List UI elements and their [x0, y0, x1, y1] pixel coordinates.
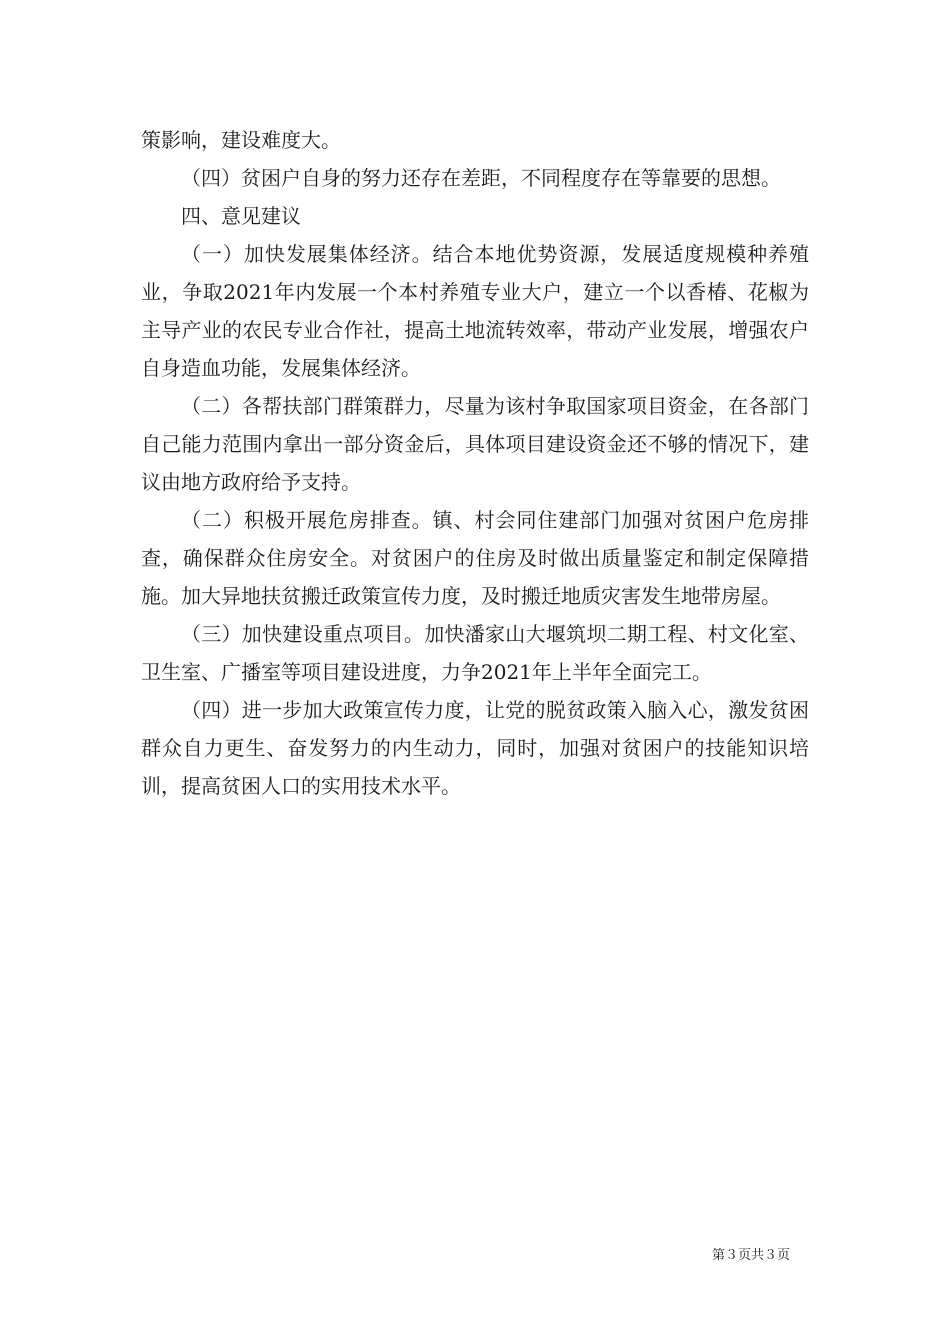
paragraph-item-4-poor-households: （四）贫困户自身的努力还存在差距，不同程度存在等靠要的思想。	[181, 166, 781, 190]
paragraph-suggestion-3: （三）加快建设重点项目。加快潘家山大堰筑坝二期工程、村文化室、卫生室、广播室等项目建设进度，力争2021年上半年全面完工。	[141, 622, 809, 684]
section-heading-suggestions: 四、意见建议	[181, 204, 301, 228]
page-number-footer: 第３页共３页	[712, 1248, 791, 1263]
document-body	[141, 121, 809, 805]
paragraph-suggestion-4: （四）进一步加大政策宣传力度，让党的脱贫政策入脑入心，激发贫困群众自力更生、奋发努力的内生动力，同时，加强对贫困户的技能知识培训，提高贫困人口的实用技术水平。	[141, 698, 809, 798]
paragraph-continuation: 策影响，建设难度大。	[141, 128, 341, 152]
paragraph-suggestion-2b: （二）积极开展危房排查。镇、村会同住建部门加强对贫困户危房排查，确保群众住房安全。对贫困户的住房及时做出质量鉴定和制定保障措施。加大异地扶贫搬迁政策宣传力度，及时搬迁地质灾害发生地带房屋。	[141, 508, 809, 608]
paragraph-suggestion-2: （二）各帮扶部门群策群力，尽量为该村争取国家项目资金，在各部门自己能力范围内拿出一部分资金后，具体项目建设资金还不够的情况下，建议由地方政府给予支持。	[141, 394, 809, 494]
paragraph-suggestion-1: （一）加快发展集体经济。结合本地优势资源，发展适度规模种养殖业，争取2021年内发展一个本村养殖专业大户，建立一个以香椿、花椒为主导产业的农民专业合作社，提高土地流转效率，带动产业发展，增强农户自身造血功能，发展集体经济。	[141, 242, 809, 380]
